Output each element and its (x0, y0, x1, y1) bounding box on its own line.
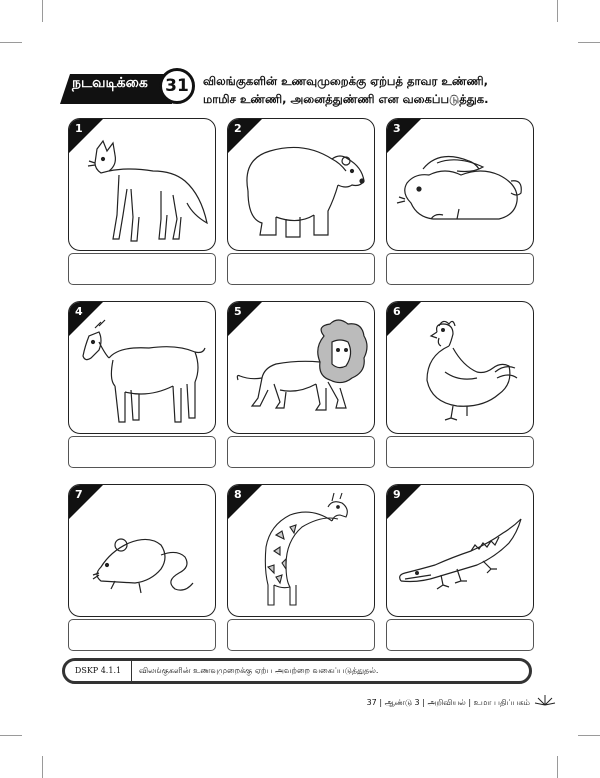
answer-box-1[interactable] (68, 253, 216, 285)
crop-mark (0, 42, 22, 43)
crop-mark (42, 756, 43, 778)
publisher-logo-icon (534, 693, 556, 707)
dskp-bar (62, 658, 532, 684)
crop-mark (578, 42, 600, 43)
crop-mark (0, 735, 22, 736)
animal-card-2 (227, 118, 375, 251)
dskp-description: விலங்குகளின் உணவுமுறைக்கு ஏற்ப அவற்றை வகைப்படுத்துதல். (139, 666, 379, 675)
answer-box-8[interactable] (227, 619, 375, 651)
bear-illustration (228, 119, 374, 250)
card-number: 7 (75, 488, 83, 501)
animal-card-4 (68, 301, 216, 434)
answer-box-5[interactable] (227, 436, 375, 468)
crop-mark (557, 0, 558, 22)
activity-badge-label: நடவடிக்கை (72, 75, 148, 91)
activity-header (60, 70, 540, 110)
instruction-line-2: மாமிச உண்ணி, அனைத்துண்ணி என வகைப்படுத்துக. (203, 92, 489, 106)
footer-separator: | (422, 698, 425, 707)
card-number: 8 (234, 488, 242, 501)
answer-box-3[interactable] (386, 253, 534, 285)
instruction-text (203, 72, 543, 108)
animal-card-6 (386, 301, 534, 434)
crop-mark (578, 735, 600, 736)
card-number: 2 (234, 122, 242, 135)
footer-separator: | (468, 698, 472, 707)
rat-illustration (69, 485, 215, 616)
answer-box-4[interactable] (68, 436, 216, 468)
animal-card-7 (68, 484, 216, 617)
lion-illustration (228, 302, 374, 433)
footer-grade: ஆண்டு 3 (384, 698, 420, 707)
animal-card-8 (227, 484, 375, 617)
animal-card-9 (386, 484, 534, 617)
page-footer (330, 698, 530, 708)
instruction-line-1: விலங்குகளின் உணவுமுறைக்கு ஏற்பத் தாவர உண்ணி, (203, 74, 488, 88)
card-number: 3 (393, 122, 401, 135)
animal-card-1 (68, 118, 216, 251)
hen-illustration (387, 302, 533, 433)
goat-illustration (69, 302, 215, 433)
animal-card-3 (386, 118, 534, 251)
giraffe-illustration (228, 485, 374, 616)
card-number: 9 (393, 488, 401, 501)
answer-box-9[interactable] (386, 619, 534, 651)
fox-illustration (69, 119, 215, 250)
card-number: 6 (393, 305, 401, 318)
footer-separator: | (379, 698, 383, 707)
answer-box-7[interactable] (68, 619, 216, 651)
card-number: 5 (234, 305, 242, 318)
answer-box-6[interactable] (386, 436, 534, 468)
activity-number: 31 (159, 68, 195, 104)
crop-mark (557, 756, 558, 778)
answer-box-2[interactable] (227, 253, 375, 285)
crop-mark (42, 0, 43, 22)
rabbit-illustration (387, 119, 533, 250)
dskp-code: DSKP 4.1.1 (65, 661, 132, 681)
footer-publisher: உமா பதிப்பகம் (473, 698, 530, 707)
crocodile-illustration (387, 485, 533, 616)
card-number: 1 (75, 122, 83, 135)
page-number: 37 (366, 698, 377, 707)
card-number: 4 (75, 305, 83, 318)
footer-subject: அறிவியல் (427, 698, 466, 707)
animal-card-5 (227, 301, 375, 434)
